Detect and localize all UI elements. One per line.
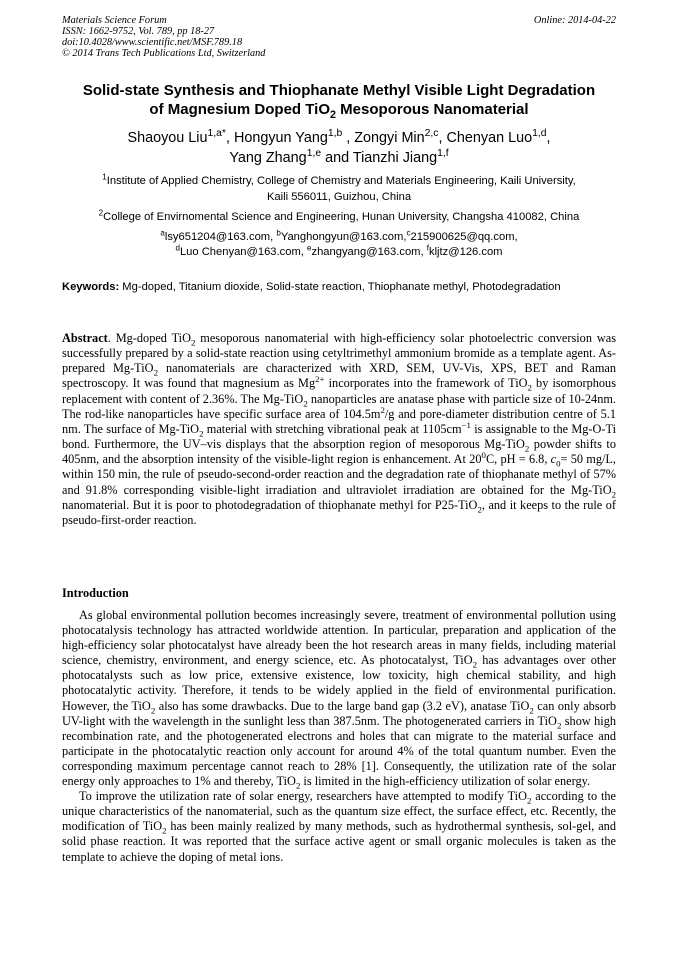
paragraph [62,608,616,789]
subscript: 2 [153,367,158,378]
title-line-2-post: Mesoporous Nanomaterial [336,101,529,118]
paragraph-text: according to the unique characteristics of the nanomaterial, such as the quantum size effect, the surface effect, etc. Recently, the modification of TiO [62,789,616,834]
journal-name: Materials Science Forum [62,15,167,26]
email-link[interactable]: Luo Chenyan@163.com, [179,246,307,258]
author-list [62,128,616,168]
abstract-text: material with stretching vibrational peak at 1105cm [203,421,462,436]
affiliation-line: Kaili 556011, Guizhou, China [266,191,412,203]
paper-title [62,81,616,119]
paragraph-text: is limited in the high-efficiency utilization of solar energy. [300,774,591,789]
title-line-1: Solid-state Synthesis and Thiophanate Methyl Visible Light Degradation [82,82,596,99]
affiliation-1 [62,173,616,205]
email-sup: c [406,228,411,238]
abstract-text: incorporates into the framework of TiO [324,376,528,391]
email-link[interactable]: 215900625@qq.com, [410,231,518,243]
doi: doi:10.4028/www.scientific.net/MSF.789.18 [62,37,243,48]
section-heading-introduction: Introduction [62,586,129,600]
abstract-text: C, pH = 6.8, [485,452,551,467]
author-sep: , [546,130,551,146]
author-name: Hongyun Yang [233,130,328,146]
paragraph-text: also has some drawbacks. Due to the large band gap (3.2 eV), anatase TiO [155,698,530,713]
subscript: 2 [303,398,308,409]
introduction-body [62,608,616,865]
keywords-text: Mg-doped, Titanium dioxide, Solid-state reaction, Thiophanate methyl, Photodegradation [119,281,561,293]
subscript: 2 [190,337,196,348]
abstract-variable: c [550,452,557,467]
affiliation-sup: 2 [98,208,104,218]
subscript: 2 [611,489,616,500]
abstract-text: is assignable to the Mg-O-Ti bond. Furthermore, the UV–vis displays that the absorption region of mesoporous Mg-TiO [62,421,616,452]
abstract-text: . Mg-doped TiO [107,331,191,345]
copyright: © 2014 Trans Tech Publications Ltd, Switzerland [62,48,266,59]
author-sup: 1,a* [207,128,226,140]
email-sup: a [160,228,165,238]
affiliation-line: College of Envirnomental Science and Engineering, Hunan University, Changsha 410082, China [103,211,580,223]
abstract-text: nanoparticles are anatase phase with particle size of 10-24nm. The rod-like nanoparticles have specific surface area of 104.5m [62,391,616,421]
paragraph-text: has been mainly realized by many methods, such as hydrothermal synthesis, sol-gel, and solid phase reaction. It was reported that the surface active agent or small organic molecules is taken as the template to achieve the doping of metal ions. [62,819,616,864]
affiliation-line: Institute of Applied Chemistry, College of Chemistry and Materials Engineering, Kaili University, [106,175,576,187]
email-link[interactable]: Yanghongyun@163.com, [280,231,407,243]
abstract-text: /g and pore-diameter distribution centre of 5.1 nm. The surface of Mg-TiO [62,406,616,436]
paragraph-text: can only absorb UV-light with the wavelength in the sunlight less than 387.5nm. The photogenerated carriers in TiO [62,698,617,728]
abstract-text: by isomorphous replacement with content of 2.36%. The Mg-TiO [62,376,616,406]
subscript: 2 [556,720,562,731]
paragraph-text: show high recombination rate, and the photogenerated electrons and holes that can migrate to the material surface and participate in the photocatalytic reaction only account for around 4% of the total quantum number. Even the corresponding maximum percentage cannot reach to 28% [1]. Consequently, the utilization rate of the solar energy only approaches to 1% and thereby, TiO [62,713,616,789]
issn: ISSN: 1662-9752, Vol. 789, pp 18-27 [62,26,215,37]
subscript: 2 [526,795,532,806]
author-sep: , [225,130,234,146]
subscript: 2 [150,705,156,716]
email-sup: e [307,243,312,253]
email-link[interactable]: kljtz@126.com [428,246,503,258]
keywords-label: Keywords: [62,281,120,293]
author-sep: , [342,130,355,146]
email-link[interactable]: lsy651204@163.com, [164,231,277,243]
email-link[interactable]: zhangyang@163.com, [311,246,427,258]
paragraph-text: has advantages over other photocatalysts such as low price, extensive existence, low toxicity, high chemical stability, and high photocatalytic activity. Therefore, it tends to be widely applied in the field of environmental purification. However, the TiO [62,653,616,713]
abstract-label: Abstract [62,331,108,345]
author-sep: and [321,150,353,166]
subscript: 2 [295,780,301,791]
author-sup: 1,e [306,148,322,160]
author-sup: 1,b [327,128,343,140]
abstract-text: powder shifts to 405nm, and the absorption intensity of the visible-light region is enhancement. At 20 [62,437,616,467]
subscript: 2 [527,382,532,393]
email-sup: b [276,228,281,238]
subscript: 0 [556,458,561,469]
subscript: 2 [162,825,167,836]
abstract-text: nanomaterials are characterized with XRD, SEM, UV-Vis, XPS, BET and Raman spectroscopy. It was found that magnesium as Mg [62,361,617,391]
author-name: Zongyi Min [354,130,425,146]
author-name: Tianzhi Jiang [352,150,438,166]
paragraph-text: As global environmental pollution becomes increasingly severe, treatment of environmental pollution using photocatalysis technology has attracted worldwide attention. In particular, preparation and application of the high-efficiency solar photocatalyst have already been the hot research areas in many fields, including material science, chemistry, environment, and energy science, etc. As photocatalyst, TiO [62,608,616,668]
author-name: Yang Zhang [229,150,307,166]
subscript: 2 [524,443,530,454]
keywords [62,280,616,295]
superscript: −1 [461,419,471,430]
paragraph-text: To improve the utilization rate of solar energy, researchers have attempted to modify TiO [79,789,527,804]
abstract-text: mesoporous nanomaterial with high-efficiency solar photoelectric conversion was successfully prepared by a solid-state reaction using cetyltrimethyl ammonium bromide as a template agent. As-prepared Mg-TiO [62,331,616,376]
subscript: 2 [472,659,478,670]
author-sup: 2,c [424,128,439,140]
title-subscript: 2 [330,109,337,121]
abstract-text: nanomaterial. But it is poor to photodegradation of thiophanate methyl for P25-TiO [62,497,478,512]
author-sep: , [438,130,447,146]
abstract-text: , and it keeps to the rule of pseudo-first-order reaction. [62,497,616,527]
online-date: Online: 2014-04-22 [533,15,616,26]
author-name: Shaoyou Liu [127,130,208,146]
affiliation-sup: 1 [102,172,107,182]
superscript: 2+ [315,374,325,385]
affiliation-2 [62,209,616,225]
subscript: 2 [477,504,482,515]
subscript: 2 [529,705,534,716]
author-name: Chenyan Luo [446,130,533,146]
paragraph [62,789,616,864]
abstract-text: = 50 mg/L, within 150 min, the rule of pseudo-second-order reaction and the degradation rate of thiophanate methyl of 57% and 91.8% corresponding visible-light irradiation and ultraviolet irradiation are obtained for the Mg-TiO [62,452,617,497]
superscript: 0 [481,450,486,461]
author-sup: 1,f [437,148,449,160]
email-sup: d [175,243,180,253]
abstract [62,331,616,528]
email-sup: f [426,243,429,253]
subscript: 2 [199,428,204,439]
email-list [62,230,616,260]
journal-header [62,15,616,59]
superscript: 2 [380,404,385,415]
author-sup: 1,d [532,128,547,140]
title-line-2-pre: of Magnesium Doped TiO [149,101,330,118]
